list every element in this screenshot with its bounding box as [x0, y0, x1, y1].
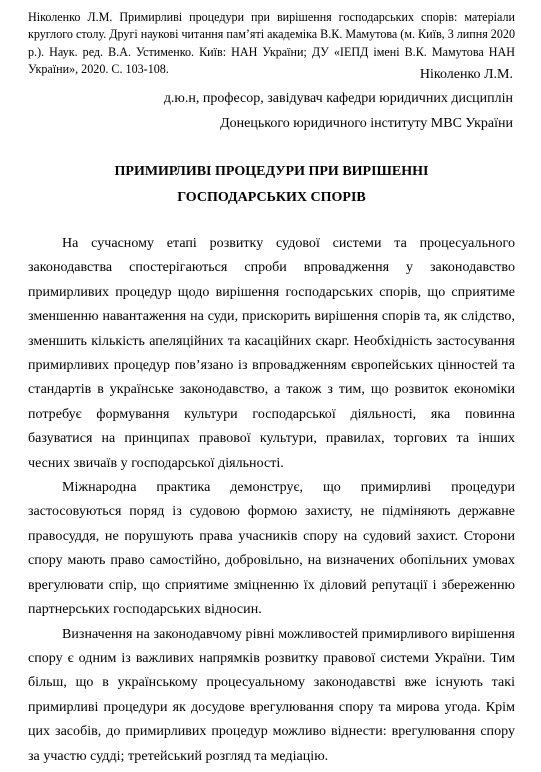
author-block [164, 63, 513, 136]
author-position: д.ю.н, професор, завідувач кафедри юридичних дисциплін [163, 91, 513, 107]
author-name: Ніколенко Л.М. [419, 67, 513, 82]
paper-title-line-2: ГОСПОДАРСЬКИХ СПОРІВ [177, 190, 366, 205]
body-paragraph-2: Міжнародна практика демонструє, що примирливі процедури застосовуються поряд із судовою формою захисту, не підміняють державне правосуддя, не порушують права учасників спору на судовий захист. Сторони спору мають право самостійно, добровільно, на визначених обопільних умовах врегулювати спір, що сприятиме зміцненню їх діловий репутації і збереженню партнерських господарських відносин. [28, 480, 515, 618]
body-paragraph-3: Визначення на законодавчому рівні можливостей примирливого вирішення спору є одним із важливих напрямків розвитку правової системи України. Тим більш, що в українському процесуальному законодавстві вже існують такі примирливі процедури як досудове врегулювання спору та мирова угода. Крім цих засобів, до примирливих процедур можливо віднести: врегулювання спору за участю судді; третейський розгляд та медіацію. [28, 626, 515, 764]
paper-title [28, 159, 515, 211]
body-paragraph-1: На сучасному етапі розвитку судової системи та процесуального законодавства спостерігаються спроби впровадження у законодавство примирливих процедур щодо вирішення господарських спорів, що сприятиме зменшенню навантаження на суди, прискорить вирішення спорів та, як слідство, зменшить кількість апеляційних та касаційних скарг. Необхідність застосування примирливих процедур пов’язано із впровадженням європейських цінностей та стандартів в українське законодавство, а також з тим, що розвиток економіки потребує формування культури господарської діяльності, яка повинна базуватися на принципах правової культури, правилах, торгових та інших чесних звичаїв у господарської діяльності. [28, 236, 515, 471]
author-affiliation: Донецького юридичного інституту МВС України [220, 115, 513, 131]
body-text [28, 232, 515, 769]
paper-title-line-1: ПРИМИРЛИВІ ПРОЦЕДУРИ ПРИ ВИРІШЕННІ [114, 164, 429, 179]
citation-reference: Ніколенко Л.М. Примирливі процедури при вирішення господарських спорів: матеріали круглого столу. Другі наукові читання пам’яті академіка В.К. Мамутова (м. Київ, 3 липня 2020 р.). Наук. ред. В.А. Устименко. Київ: НАН України; ДУ «ІЕПД імені В.К. Мамутова НАН України», 2020. С. 103-108. [28, 10, 515, 76]
